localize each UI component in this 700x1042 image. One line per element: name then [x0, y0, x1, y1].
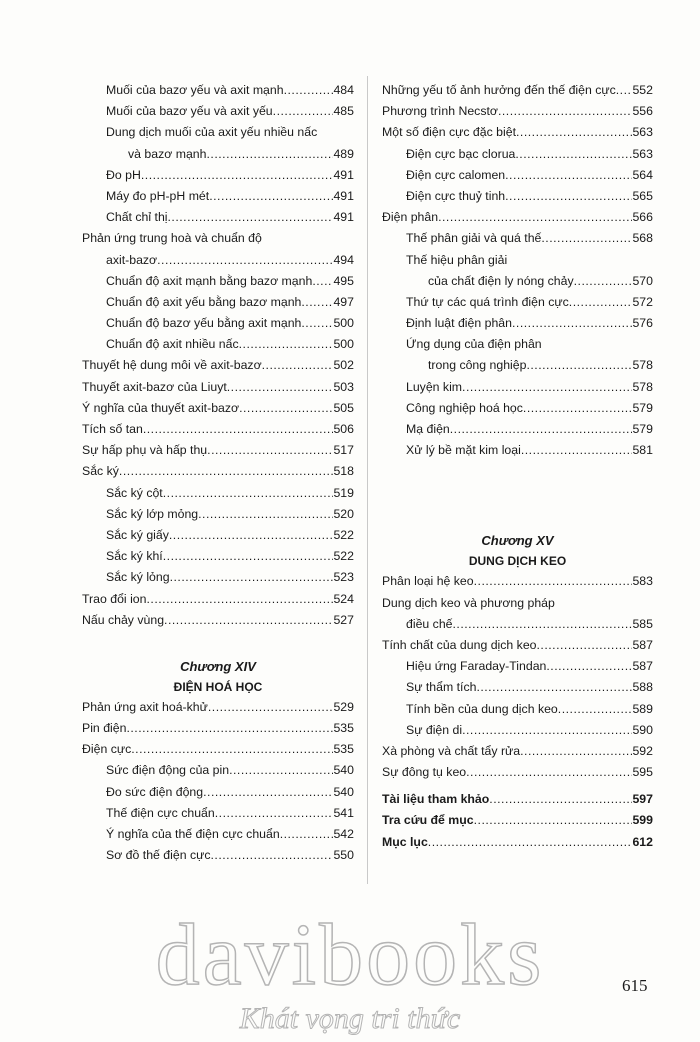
toc-entry[interactable]: Một số điện cực đặc biệt ..... 563	[382, 122, 653, 143]
toc-entry[interactable]: Phương trình Necstơ ..... 556	[382, 101, 653, 122]
toc-entry[interactable]: Chuẩn độ axit mạnh bằng bazơ mạnh ..... 495	[82, 271, 354, 292]
toc-entry[interactable]: Muối của bazơ yếu và axit yếu ..... 485	[82, 101, 354, 122]
toc-entry[interactable]: Sự hấp phụ và hấp thụ ..... 517	[82, 440, 354, 461]
toc-entry[interactable]: Mạ điện ..... 579	[382, 419, 653, 440]
column-divider	[367, 76, 368, 884]
toc-right-column	[382, 80, 653, 853]
toc-entry[interactable]: Máy đo pH-pH mét ..... 491	[82, 186, 354, 207]
toc-entry-bold[interactable]: Tra cứu để mục ..... 599	[382, 810, 653, 831]
chapter-title: ĐIỆN HOÁ HỌC	[173, 679, 263, 694]
toc-entry[interactable]: Sự đông tụ keo ..... 595	[382, 762, 653, 783]
toc-entry[interactable]: Muối của bazơ yếu và axit mạnh ..... 484	[82, 80, 354, 101]
toc-entry[interactable]: Đo pH ..... 491	[82, 165, 354, 186]
toc-entry[interactable]: Điện cực calomen ..... 564	[382, 165, 653, 186]
toc-entry[interactable]: Sự thẩm tích ..... 588	[382, 677, 653, 698]
toc-entry[interactable]: Điện cực thuỷ tinh ..... 565	[382, 186, 653, 207]
toc-entry[interactable]: Thuyết axit-bazơ của Liuyt ..... 503	[82, 377, 354, 398]
toc-entry[interactable]: Ý nghĩa của thuyết axit-bazơ ..... 505	[82, 398, 354, 419]
toc-entry-line1: Phản ứng trung hoà và chuẩn độ	[82, 231, 262, 246]
toc-entry[interactable]: Chất chỉ thị ..... 491	[82, 207, 354, 228]
toc-entry[interactable]: Thế phân giải và quá thế ..... 568	[382, 228, 653, 249]
toc-entry[interactable]: Chuẩn độ bazơ yếu bằng axit mạnh ..... 500	[82, 313, 354, 334]
toc-entry[interactable]: Xử lý bề mặt kim loại ..... 581	[382, 440, 653, 461]
toc-entry[interactable]: và bazơ mạnh ..... 489	[82, 144, 354, 165]
toc-entry-line1: Ứng dụng của điện phân	[406, 337, 542, 352]
toc-entry[interactable]: Phân loại hệ keo ..... 583	[382, 571, 653, 592]
toc-entry[interactable]: Thế điện cực chuẩn ..... 541	[82, 803, 354, 824]
toc-entry[interactable]: Đo sức điện động ..... 540	[82, 782, 354, 803]
toc-entry[interactable]: Công nghiệp hoá học ..... 579	[382, 398, 653, 419]
toc-entry[interactable]: của chất điện ly nóng chảy ..... 570	[382, 271, 653, 292]
chapter-heading: Chương XV	[481, 533, 554, 549]
toc-entry[interactable]: Những yếu tố ảnh hưởng đến thế điện cực ..... 552	[382, 80, 653, 101]
toc-entry[interactable]: Sắc ký ..... 518	[82, 461, 354, 482]
toc-entry[interactable]: Chuẩn độ axit nhiều nấc ..... 500	[82, 334, 354, 355]
toc-entry[interactable]: Chuẩn độ axit yếu bằng bazơ mạnh ..... 497	[82, 292, 354, 313]
toc-entry[interactable]: Ý nghĩa của thế điện cực chuẩn ..... 542	[82, 824, 354, 845]
toc-entry[interactable]: điều chế ..... 585	[382, 614, 653, 635]
toc-entry[interactable]: Xà phòng và chất tẩy rửa ..... 592	[382, 741, 653, 762]
toc-entry[interactable]: Pin điện ..... 535	[82, 718, 354, 739]
toc-entry[interactable]: Nấu chảy vùng ..... 527	[82, 610, 354, 631]
toc-entry[interactable]: Tích số tan ..... 506	[82, 419, 354, 440]
toc-entry[interactable]: Thứ tự các quá trình điện cực ..... 572	[382, 292, 653, 313]
toc-entry[interactable]: Điện phân ..... 566	[382, 207, 653, 228]
toc-entry[interactable]: Thuyết hệ dung môi về axit-bazơ ..... 502	[82, 355, 354, 376]
toc-entry[interactable]: Luyện kim ..... 578	[382, 377, 653, 398]
toc-entry[interactable]: Trao đổi ion ..... 524	[82, 589, 354, 610]
toc-entry[interactable]: Tính chất của dung dịch keo ..... 587	[382, 635, 653, 656]
toc-entry-bold[interactable]: Tài liệu tham khảo ..... 597	[382, 789, 653, 810]
toc-left-column	[82, 80, 354, 866]
toc-entry[interactable]: Hiệu ứng Faraday-Tindan ..... 587	[382, 656, 653, 677]
toc-entry[interactable]: Sơ đồ thế điện cực ..... 550	[82, 845, 354, 866]
toc-entry-line1: Thế hiệu phân giải	[406, 252, 508, 267]
toc-entry[interactable]: Phản ứng axit hoá-khử ..... 529	[82, 697, 354, 718]
watermark-slogan: Khát vọng tri thức	[239, 1002, 461, 1035]
toc-entry[interactable]: Sắc ký giấy ..... 522	[82, 525, 354, 546]
toc-entry[interactable]: trong công nghiệp ..... 578	[382, 355, 653, 376]
toc-entry-line1: Dung dịch keo và phương pháp	[382, 595, 555, 610]
page-number: 615	[622, 976, 648, 995]
toc-entry[interactable]: Điện cực ..... 535	[82, 739, 354, 760]
toc-entry-bold[interactable]: Mục lục ..... 612	[382, 832, 653, 853]
toc-entry-line1: Dung dịch muối của axit yếu nhiều nấc	[106, 125, 318, 140]
chapter-heading: Chương XIV	[180, 658, 256, 674]
toc-entry[interactable]: Sắc ký cột ..... 519	[82, 483, 354, 504]
toc-entry[interactable]: Sắc ký khí ..... 522	[82, 546, 354, 567]
toc-entry[interactable]: axit-bazơ ..... 494	[82, 250, 354, 271]
toc-entry[interactable]: Tính bền của dung dịch keo ..... 589	[382, 699, 653, 720]
toc-entry[interactable]: Sắc ký lỏng ..... 523	[82, 567, 354, 588]
toc-entry[interactable]: Sức điện động của pin ..... 540	[82, 760, 354, 781]
toc-entry[interactable]: Sự điện di ..... 590	[382, 720, 653, 741]
toc-entry[interactable]: Điện cực bạc clorua ..... 563	[382, 144, 653, 165]
toc-entry[interactable]: Sắc ký lớp mỏng ..... 520	[82, 504, 354, 525]
watermark-brand: davibooks	[155, 907, 545, 1004]
toc-entry[interactable]: Định luật điện phân ..... 576	[382, 313, 653, 334]
chapter-title: DUNG DỊCH KEO	[468, 554, 567, 569]
